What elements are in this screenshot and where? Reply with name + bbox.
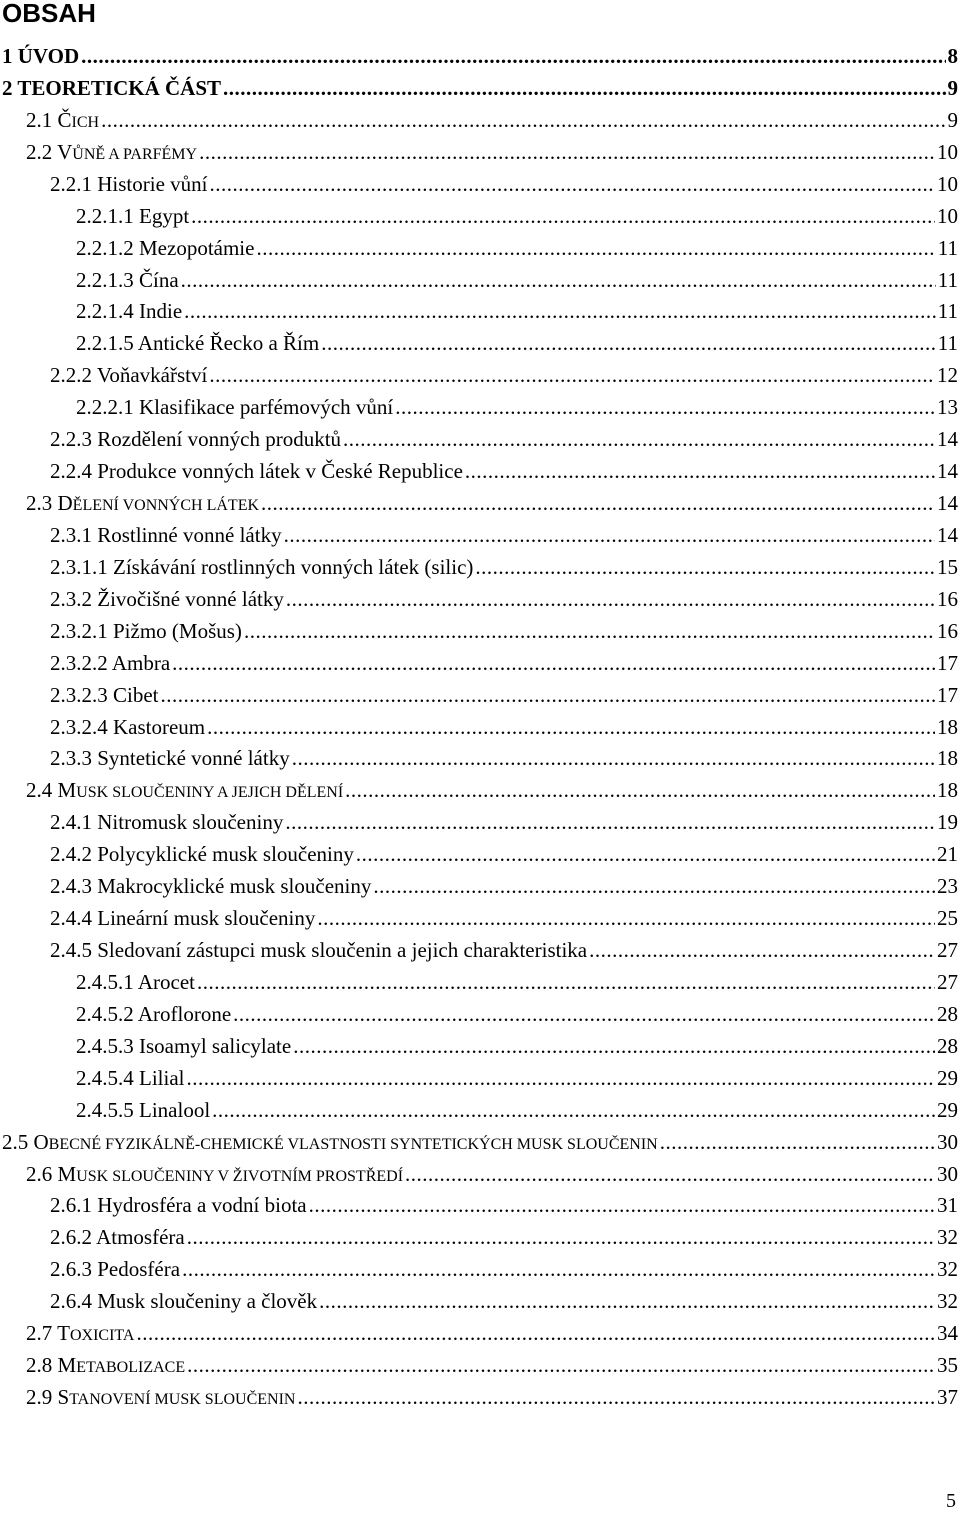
toc-entry-label: 2.5 OBECNÉ FYZIKÁLNĚ-CHEMICKÉ VLASTNOSTI SYNTETICKÝCH MUSK SLOUČENIN	[2, 1129, 658, 1154]
toc-entry-page: 37	[937, 1385, 958, 1410]
toc-entry-page: 29	[937, 1065, 958, 1090]
toc-entry-label: 2.4.5.4 Lilial	[76, 1065, 185, 1090]
toc-entry[interactable]	[50, 1225, 958, 1255]
toc-entry-page: 16	[937, 586, 958, 611]
toc-entry-label: 2.3.1.1 Získávání rostlinných vonných látek (silic)	[50, 554, 474, 579]
toc-leader-dots	[660, 1130, 935, 1155]
toc-leader-dots	[187, 1353, 935, 1378]
toc-entry-page: 29	[937, 1097, 958, 1122]
toc-entry-page: 25	[937, 906, 958, 931]
toc-entry-label: 2.3 DĚLENÍ VONNÝCH LÁTEK	[26, 491, 260, 516]
toc-entry-label: 2.2.1.2 Mezopotámie	[76, 235, 255, 260]
toc-leader-dots	[475, 555, 935, 580]
toc-leader-dots	[395, 395, 935, 420]
toc-entry-page: 16	[937, 618, 958, 643]
toc-leader-dots	[172, 651, 935, 676]
toc-entry-label: 2.6.2 Atmosféra	[50, 1225, 185, 1250]
toc-entry[interactable]	[76, 970, 958, 1000]
toc-entry-page: 32	[937, 1225, 958, 1250]
toc-entry-page: 17	[937, 650, 958, 675]
toc-entry[interactable]	[76, 268, 958, 298]
toc-entry[interactable]	[50, 1289, 958, 1319]
toc-entry-page: 14	[937, 459, 958, 484]
toc-leader-dots	[309, 1193, 935, 1218]
toc-entry[interactable]	[76, 331, 958, 361]
toc-entry-label: 2.2.1.1 Egypt	[76, 203, 190, 228]
toc-entry-label: 2.4.4 Lineární musk sloučeniny	[50, 906, 316, 931]
toc-entry[interactable]	[26, 140, 958, 170]
toc-leader-dots	[187, 1225, 935, 1250]
toc-entry[interactable]	[76, 1002, 958, 1032]
toc-entry[interactable]	[26, 108, 958, 138]
toc-entry-page: 17	[937, 682, 958, 707]
toc-entry-page: 15	[937, 554, 958, 579]
toc-entry-page: 11	[937, 235, 958, 260]
toc-entry[interactable]	[50, 1257, 958, 1287]
toc-leader-dots	[465, 459, 935, 484]
toc-entry-label: 2.2.2.1 Klasifikace parfémových vůní	[76, 395, 394, 420]
toc-entry-label: 2.6.3 Pedosféra	[50, 1257, 181, 1282]
toc-entry-label: 2.6.1 Hydrosféra a vodní biota	[50, 1193, 307, 1218]
toc-leader-dots	[405, 1162, 935, 1187]
toc-leader-dots	[286, 587, 935, 612]
toc-entry-page: 11	[937, 267, 958, 292]
toc-entry-label: 2.2.2 Voňavkářství	[50, 363, 208, 388]
toc-leader-dots	[233, 1002, 935, 1027]
toc-entry-label: 2.4.5.3 Isoamyl salicylate	[76, 1033, 292, 1058]
toc-entry[interactable]	[2, 1130, 958, 1160]
toc-leader-dots	[223, 76, 945, 101]
toc-entry[interactable]	[50, 523, 958, 553]
toc-entry[interactable]	[50, 874, 958, 904]
toc-leader-dots	[207, 715, 935, 740]
toc-entry-page: 8	[947, 44, 958, 68]
toc-entry-label: 2.2.1.5 Antické Řecko a Řím	[76, 331, 320, 356]
toc-entry-label: 2.6.4 Musk sloučeniny a člověk	[50, 1289, 318, 1314]
toc-entry[interactable]	[76, 204, 958, 234]
toc-entry[interactable]	[76, 236, 958, 266]
toc-entry[interactable]	[76, 299, 958, 329]
toc-entry-page: 34	[937, 1321, 958, 1346]
toc-entry-page: 28	[937, 1001, 958, 1026]
toc-leader-dots	[285, 810, 935, 835]
toc-entry-label: 2.2.1.3 Čína	[76, 267, 179, 292]
toc-leader-dots	[209, 363, 935, 388]
toc-entry-page: 30	[937, 1129, 958, 1154]
toc-entry-label: 2.3.2.1 Pižmo (Mošus)	[50, 618, 242, 643]
toc-entry-page: 9	[947, 107, 958, 132]
page-title: OBSAH	[2, 0, 96, 28]
toc-leader-dots	[297, 1385, 935, 1410]
toc-entry-label: 2.9 STANOVENÍ MUSK SLOUČENIN	[26, 1385, 296, 1410]
toc-entry[interactable]	[50, 906, 958, 936]
toc-leader-dots	[345, 778, 935, 803]
toc-entry[interactable]	[2, 76, 958, 106]
toc-leader-dots	[191, 204, 935, 229]
toc-leader-dots	[197, 970, 935, 995]
toc-entry[interactable]	[50, 587, 958, 617]
toc-entry-label: 2.2.1 Historie vůní	[50, 171, 208, 196]
toc-entry-label: 2.4.1 Nitromusk sloučeniny	[50, 810, 284, 835]
toc-leader-dots	[184, 299, 936, 324]
toc-entry-label: 2.3.2.2 Ambra	[50, 650, 171, 675]
toc-entry[interactable]	[50, 459, 958, 489]
toc-entry[interactable]	[26, 1385, 958, 1415]
toc-leader-dots	[321, 331, 936, 356]
toc-entry-label: 2.3.2 Živočišné vonné látky	[50, 586, 284, 611]
toc-leader-dots	[256, 236, 935, 261]
toc-entry-page: 11	[937, 299, 958, 324]
toc-entry[interactable]	[50, 810, 958, 840]
toc-entry[interactable]	[76, 1066, 958, 1096]
toc-entry-page: 10	[937, 203, 958, 228]
toc-entry-label: 2.4.3 Makrocyklické musk sloučeniny	[50, 874, 372, 899]
toc-entry-label: 2.3.2.3 Cibet	[50, 682, 159, 707]
toc-entry-label: 2.2 VŮNĚ A PARFÉMY	[26, 139, 198, 164]
toc-entry-page: 27	[937, 938, 958, 963]
toc-entry-label: 1 ÚVOD	[2, 44, 80, 68]
toc-entry-page: 12	[937, 363, 958, 388]
toc-entry-page: 21	[937, 842, 958, 867]
toc-entry-page: 27	[937, 969, 958, 994]
toc-entry[interactable]	[50, 172, 958, 202]
toc-entry-page: 23	[937, 874, 958, 899]
toc-entry-page: 10	[937, 171, 958, 196]
toc-entry[interactable]	[50, 842, 958, 872]
toc-entry[interactable]	[50, 746, 958, 776]
toc-leader-dots	[181, 268, 936, 293]
toc-leader-dots	[101, 108, 945, 133]
toc-entry[interactable]	[50, 363, 958, 393]
toc-entry-page: 19	[937, 810, 958, 835]
toc-entry[interactable]	[50, 555, 958, 585]
toc-leader-dots	[319, 1289, 935, 1314]
toc-entry-label: 2.4 MUSK SLOUČENINY A JEJICH DĚLENÍ	[26, 778, 344, 803]
toc-entry-page: 10	[937, 139, 958, 164]
toc-entry-label: 2.1 ČICH	[26, 107, 100, 132]
toc-leader-dots	[317, 906, 935, 931]
toc-entry-label: 2.3.1 Rostlinné vonné látky	[50, 522, 282, 547]
toc-leader-dots	[136, 1321, 935, 1346]
toc-entry-page: 35	[937, 1353, 958, 1378]
toc-entry[interactable]	[50, 427, 958, 457]
toc-entry-label: 2.4.5.2 Aroflorone	[76, 1001, 232, 1026]
toc-entry-label: 2.7 TOXICITA	[26, 1321, 135, 1346]
toc-entry-page: 18	[937, 778, 958, 803]
toc-leader-dots	[589, 938, 935, 963]
toc-leader-dots	[356, 842, 935, 867]
toc-entry-label: 2.2.4 Produkce vonných látek v České Republice	[50, 459, 463, 484]
toc-leader-dots	[81, 44, 945, 69]
toc-leader-dots	[284, 523, 935, 548]
toc-entry[interactable]	[50, 715, 958, 745]
toc-entry[interactable]	[26, 1162, 958, 1192]
toc-entry[interactable]	[50, 619, 958, 649]
toc-entry-page: 32	[937, 1289, 958, 1314]
toc-leader-dots	[212, 1098, 935, 1123]
toc-entry[interactable]	[50, 683, 958, 713]
toc-entry-label: 2.3.2.4 Kastoreum	[50, 714, 206, 739]
toc-entry-label: 2.4.2 Polycyklické musk sloučeniny	[50, 842, 354, 867]
toc-entry-label: 2.4.5.1 Arocet	[76, 969, 195, 994]
toc-entry-label: 2 TEORETICKÁ ČÁST	[2, 75, 222, 100]
toc-entry[interactable]	[26, 491, 958, 521]
toc-entry-label: 2.4.5 Sledovaní zástupci musk sloučenin a jejich charakteristika	[50, 938, 588, 963]
toc-entry[interactable]	[76, 1034, 958, 1064]
toc-entry-page: 11	[937, 331, 958, 356]
toc-entry[interactable]	[26, 1321, 958, 1351]
toc-entry[interactable]	[50, 938, 958, 968]
toc-entry-page: 14	[937, 427, 958, 452]
toc-entry-page: 31	[937, 1193, 958, 1218]
toc-leader-dots	[199, 140, 935, 165]
toc-entry[interactable]	[26, 1353, 958, 1383]
toc-entry-page: 28	[937, 1033, 958, 1058]
toc-entry-page: 13	[937, 395, 958, 420]
toc-entry[interactable]	[50, 651, 958, 681]
toc-leader-dots	[292, 746, 935, 771]
toc-entry-label: 2.6 MUSK SLOUČENINY V ŽIVOTNÍM PROSTŘEDÍ	[26, 1161, 404, 1186]
toc-leader-dots	[343, 427, 935, 452]
toc-entry[interactable]	[26, 778, 958, 808]
toc-leader-dots	[161, 683, 936, 708]
toc-entry-label: 2.4.5.5 Linalool	[76, 1097, 211, 1122]
toc-entry-page: 9	[947, 75, 958, 100]
toc-leader-dots	[373, 874, 935, 899]
toc-entry[interactable]	[76, 395, 958, 425]
toc-entry-page: 32	[937, 1257, 958, 1282]
toc-entry-page: 14	[937, 491, 958, 516]
toc-leader-dots	[293, 1034, 935, 1059]
toc-leader-dots	[210, 172, 936, 197]
toc-entry[interactable]	[2, 44, 958, 74]
toc-entry-label: 2.2.1.4 Indie	[76, 299, 183, 324]
toc-leader-dots	[261, 491, 935, 516]
toc-entry-page: 30	[937, 1161, 958, 1186]
toc-entry[interactable]	[76, 1098, 958, 1128]
page-number: 5	[946, 1490, 956, 1512]
toc-entry-page: 18	[937, 714, 958, 739]
toc-entry-page: 14	[937, 522, 958, 547]
toc-leader-dots	[182, 1257, 935, 1282]
toc-entry-page: 18	[937, 746, 958, 771]
toc-entry-label: 2.3.3 Syntetické vonné látky	[50, 746, 290, 771]
toc-entry-label: 2.8 METABOLIZACE	[26, 1353, 186, 1378]
toc-leader-dots	[244, 619, 935, 644]
toc-leader-dots	[187, 1066, 936, 1091]
toc-entry-label: 2.2.3 Rozdělení vonných produktů	[50, 427, 342, 452]
toc-entry[interactable]	[50, 1193, 958, 1223]
